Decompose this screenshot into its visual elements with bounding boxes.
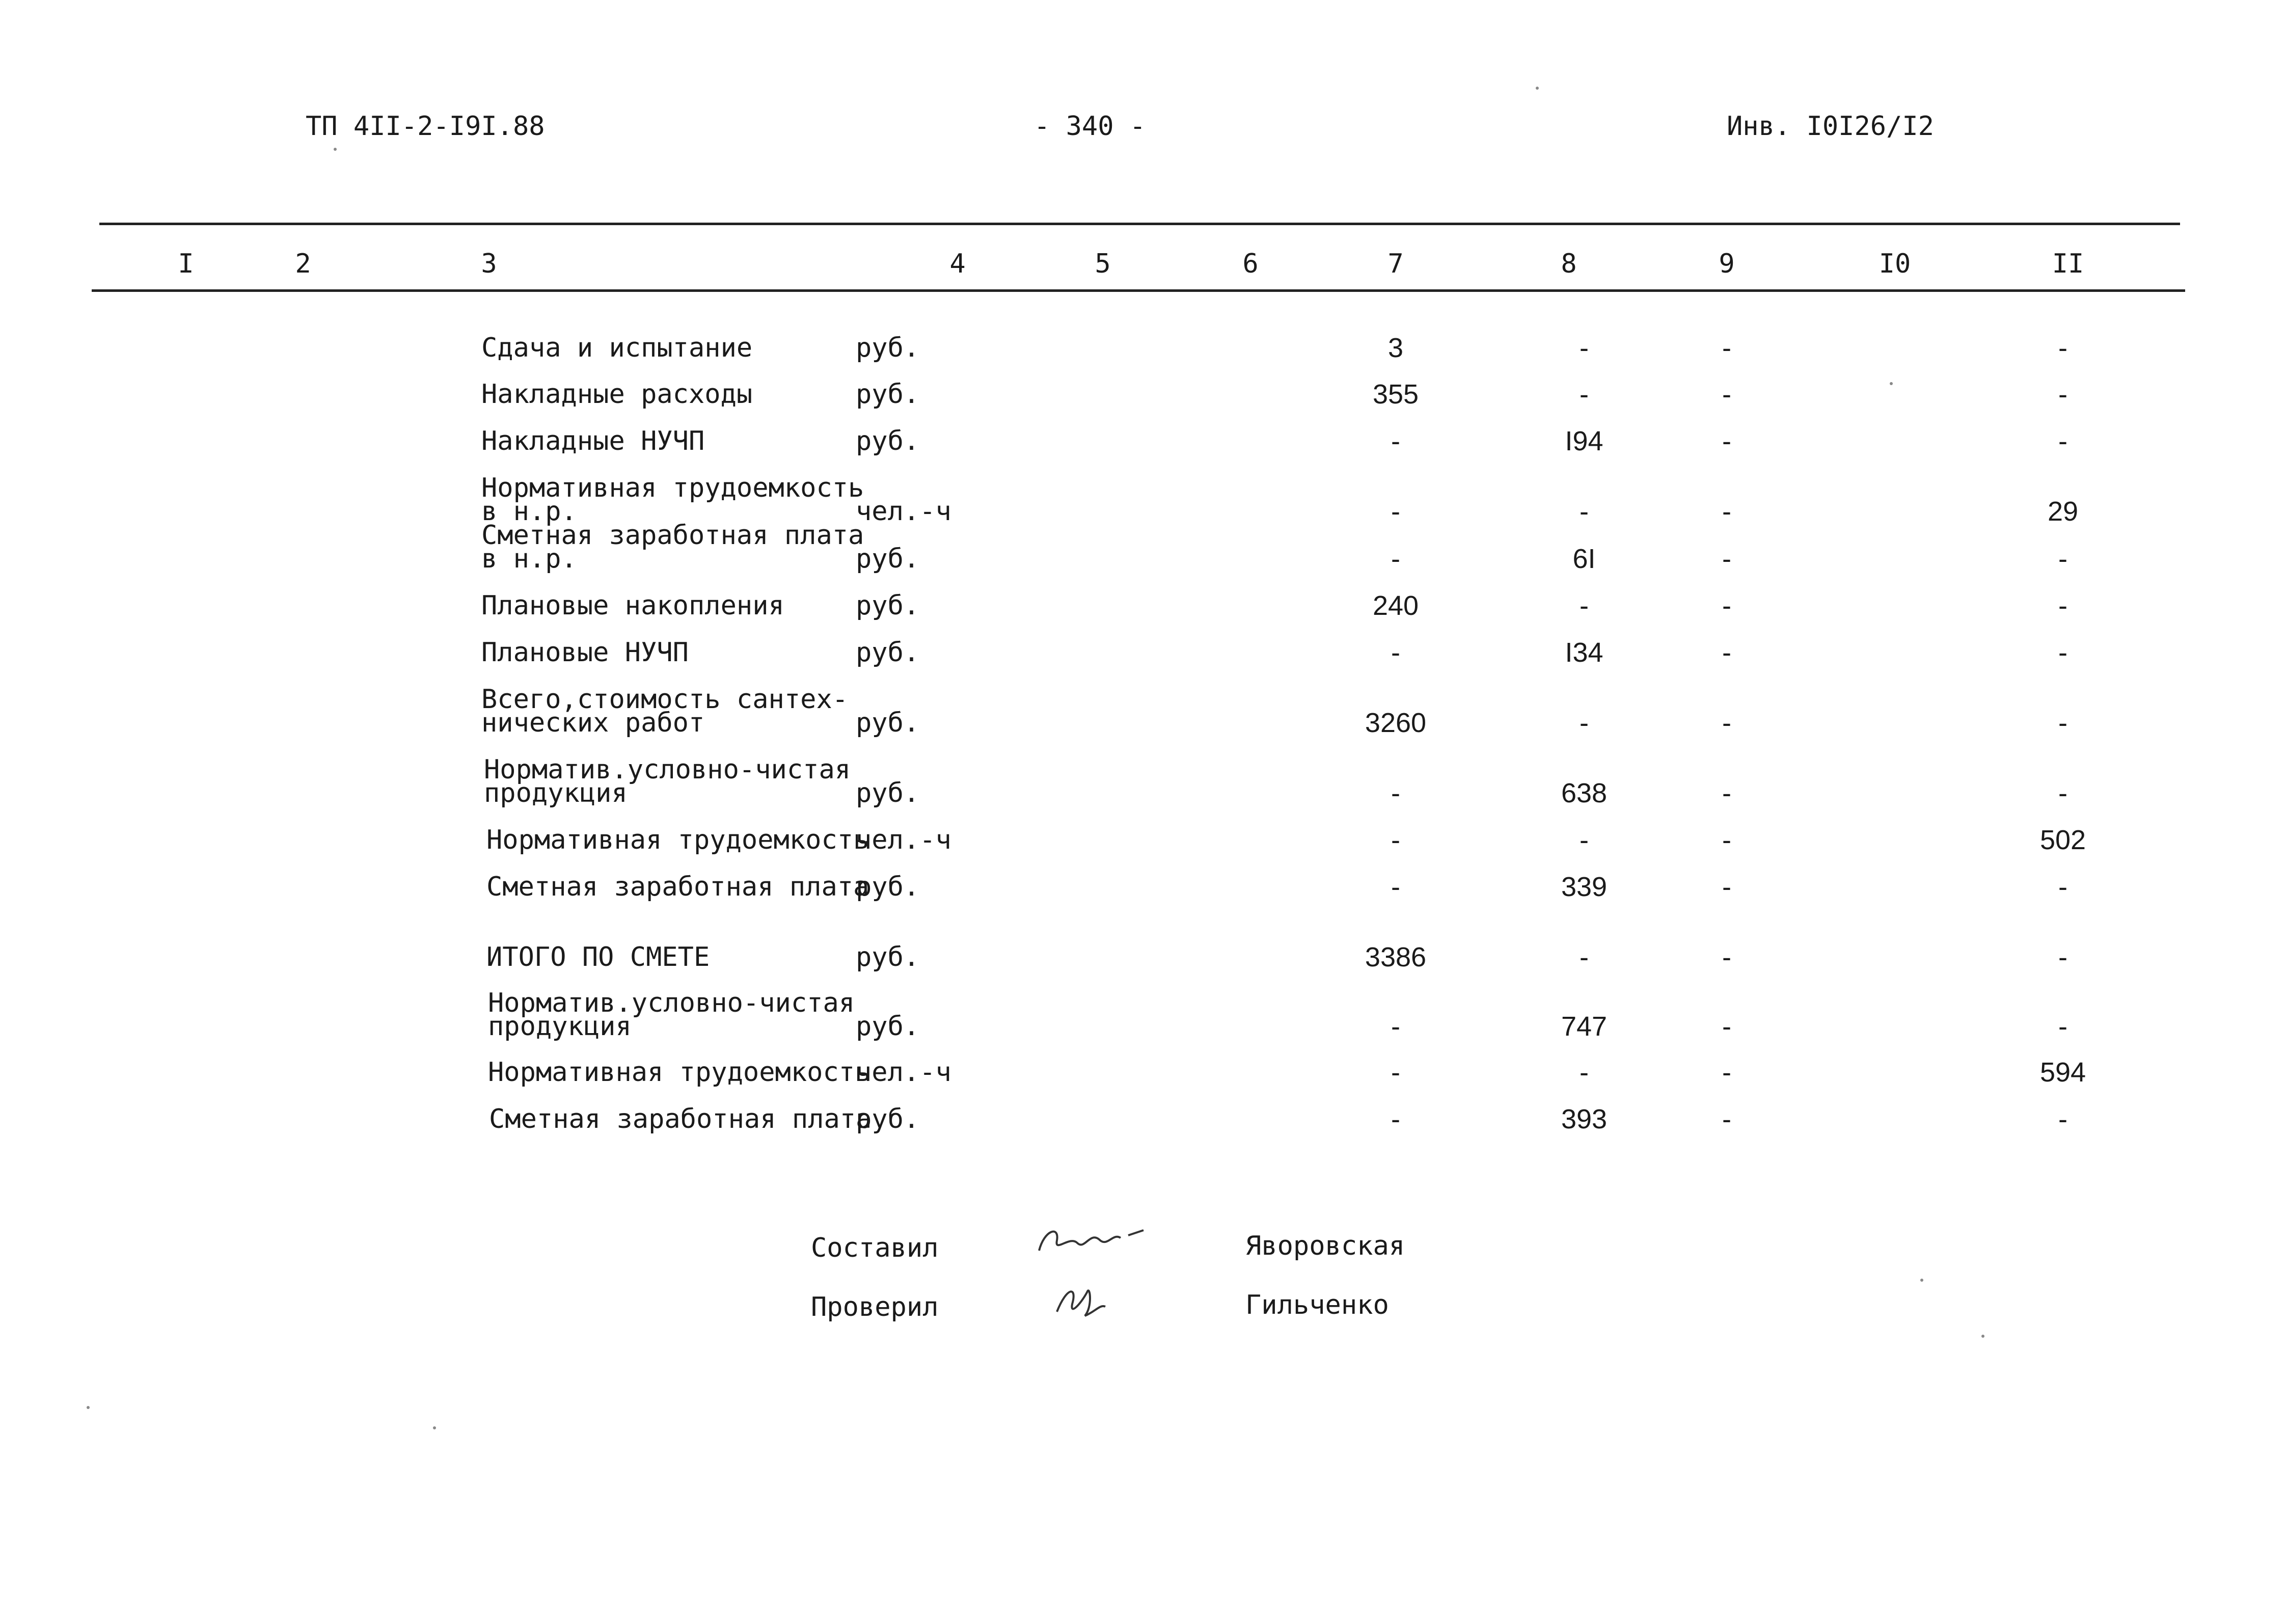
col9-value: - <box>1722 333 1731 363</box>
inventory-number: Инв. I0I26/I2 <box>1727 111 1934 142</box>
col9-value: - <box>1722 1011 1731 1042</box>
compiled-signature <box>1029 1215 1151 1261</box>
row-description: Сметная заработная плата <box>486 872 869 902</box>
col7-value: - <box>1391 872 1400 902</box>
row-description: Нормaтив.условно-чистая продукция <box>484 754 851 808</box>
row-unit: руб. <box>856 544 920 574</box>
col7-value: 3386 <box>1365 942 1427 972</box>
col8-value: - <box>1580 1057 1589 1088</box>
col11-value: 594 <box>2039 1057 2086 1088</box>
col9-value: - <box>1722 379 1731 410</box>
col8-value: 339 <box>1561 872 1608 902</box>
table-header-rule <box>92 289 2185 292</box>
col7-value: 240 <box>1372 590 1419 621</box>
scan-speck <box>1536 87 1539 90</box>
col7-value: - <box>1391 426 1400 456</box>
row-unit: руб. <box>856 333 920 363</box>
row-description: Сметная заработная плата в н.р. <box>481 520 864 574</box>
col7-value: - <box>1391 1011 1400 1042</box>
scan-speck <box>1890 382 1893 385</box>
col9-value: - <box>1722 544 1731 574</box>
col8-value: - <box>1580 333 1589 363</box>
row-unit: руб. <box>856 942 920 972</box>
col7-value: 355 <box>1372 379 1419 410</box>
col11-value: - <box>2058 942 2067 972</box>
row-description: Сметная заработная плата <box>489 1104 872 1134</box>
row-unit: руб. <box>856 590 920 621</box>
col7-value: - <box>1391 544 1400 574</box>
col8-value: - <box>1580 708 1589 738</box>
column-number: I0 <box>1879 249 1911 279</box>
checked-by-name: Гильченко <box>1245 1290 1389 1320</box>
column-number: 5 <box>1095 249 1111 279</box>
column-number: 6 <box>1242 249 1259 279</box>
row-unit: руб. <box>856 426 920 456</box>
col7-value: 3260 <box>1365 708 1427 738</box>
row-unit: руб. <box>856 778 920 808</box>
col11-value: 502 <box>2039 825 2086 855</box>
col9-value: - <box>1722 942 1731 972</box>
col11-value: - <box>2058 1104 2067 1134</box>
column-number: 2 <box>295 249 311 279</box>
col9-value: - <box>1722 1057 1731 1088</box>
col8-value: - <box>1580 379 1589 410</box>
table-top-rule <box>99 223 2180 225</box>
row-description: Накладные расходы <box>481 379 753 410</box>
column-number: 3 <box>481 249 497 279</box>
col11-value: - <box>2058 379 2067 410</box>
col11-value: - <box>2058 1011 2067 1042</box>
column-number: II <box>2052 249 2084 279</box>
row-description: Нормативная трудоемкость <box>486 825 869 855</box>
col9-value: - <box>1722 1104 1731 1134</box>
column-number: 8 <box>1561 249 1577 279</box>
document-code: ТП 4II-2-I9I.88 <box>306 111 545 142</box>
col8-value: - <box>1580 496 1589 527</box>
compiled-by-name: Яворовская <box>1245 1231 1405 1261</box>
scan-speck <box>433 1426 436 1429</box>
row-unit: чел.-ч <box>856 1057 951 1088</box>
compiled-by-label: Составил <box>811 1233 939 1263</box>
row-unit: руб. <box>856 1011 920 1042</box>
col11-value: 29 <box>2047 496 2079 527</box>
col11-value: - <box>2058 708 2067 738</box>
col9-value: - <box>1722 708 1731 738</box>
row-description: Плановые накопления <box>481 590 784 621</box>
column-number: I <box>178 249 194 279</box>
row-description: ИТОГО ПО СМЕТЕ <box>486 942 710 972</box>
col9-value: - <box>1722 825 1731 855</box>
col8-value: I94 <box>1565 426 1603 456</box>
col8-value: - <box>1580 590 1589 621</box>
row-description: Накладные НУЧП <box>481 426 705 456</box>
col8-value: 638 <box>1561 778 1608 808</box>
col8-value: - <box>1580 825 1589 855</box>
col11-value: - <box>2058 637 2067 668</box>
checked-signature <box>1049 1276 1110 1322</box>
col9-value: - <box>1722 590 1731 621</box>
col8-value: 747 <box>1561 1011 1608 1042</box>
row-unit: руб. <box>856 637 920 668</box>
row-description: Нормативная трудоемкость в н.р. <box>481 473 864 527</box>
col11-value: - <box>2058 333 2067 363</box>
col11-value: - <box>2058 778 2067 808</box>
row-unit: чел.-ч <box>856 496 951 527</box>
row-unit: руб. <box>856 379 920 410</box>
col8-value: - <box>1580 942 1589 972</box>
col7-value: - <box>1391 825 1400 855</box>
col9-value: - <box>1722 637 1731 668</box>
col7-value: 3 <box>1387 333 1404 363</box>
col9-value: - <box>1722 496 1731 527</box>
col9-value: - <box>1722 778 1731 808</box>
col7-value: - <box>1391 778 1400 808</box>
col11-value: - <box>2058 590 2067 621</box>
col11-value: - <box>2058 544 2067 574</box>
col11-value: - <box>2058 872 2067 902</box>
col7-value: - <box>1391 1104 1400 1134</box>
scan-speck <box>87 1406 90 1409</box>
scan-speck <box>334 148 337 151</box>
page-number: - 340 - <box>1034 111 1146 142</box>
row-unit: руб. <box>856 1104 920 1134</box>
col7-value: - <box>1391 1057 1400 1088</box>
row-unit: руб. <box>856 708 920 738</box>
col8-value: I34 <box>1565 637 1603 668</box>
row-description: Нормативная трудоемкость <box>488 1057 871 1088</box>
col7-value: - <box>1391 637 1400 668</box>
column-number: 4 <box>949 249 966 279</box>
row-description: Норматив.условно-чистая продукция <box>488 988 855 1042</box>
col9-value: - <box>1722 426 1731 456</box>
row-description: Сдача и испытание <box>481 333 753 363</box>
row-unit: чел.-ч <box>856 825 951 855</box>
column-number: 9 <box>1719 249 1735 279</box>
scan-speck <box>1920 1279 1923 1282</box>
row-unit: руб. <box>856 872 920 902</box>
col9-value: - <box>1722 872 1731 902</box>
checked-by-label: Проверил <box>811 1292 939 1322</box>
col8-value: 6I <box>1572 544 1596 574</box>
row-description: Плановые НУЧП <box>481 637 689 668</box>
col7-value: - <box>1391 496 1400 527</box>
col8-value: 393 <box>1561 1104 1608 1134</box>
column-number: 7 <box>1387 249 1404 279</box>
scan-speck <box>1981 1335 1984 1338</box>
col11-value: - <box>2058 426 2067 456</box>
row-description: Всего,стоимость сантех- нических работ <box>481 684 849 738</box>
